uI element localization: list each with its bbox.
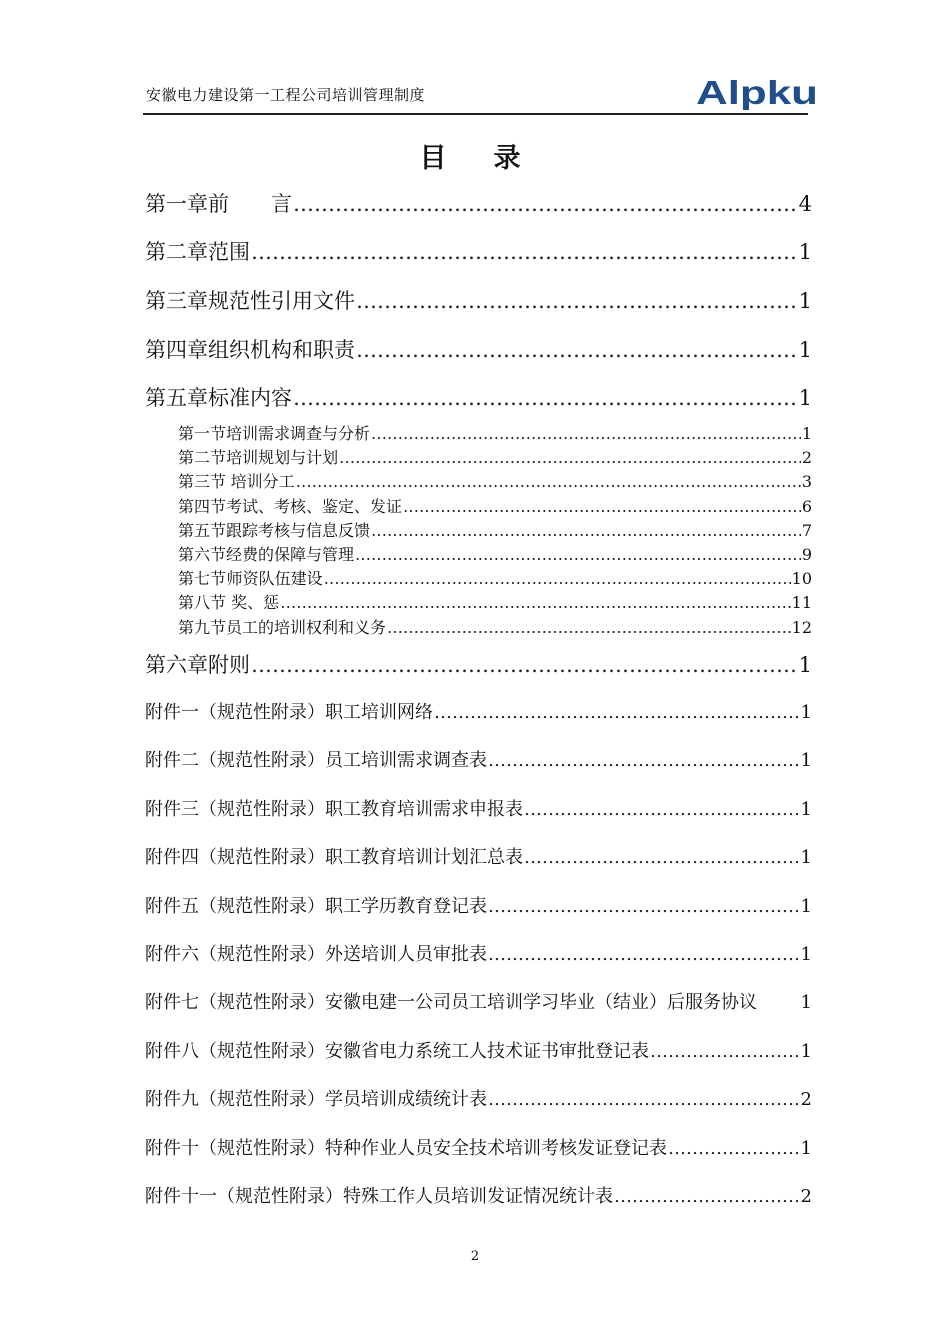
- toc-section-row[interactable]: [178, 469, 812, 492]
- toc-appendix-row[interactable]: [145, 988, 812, 1014]
- toc-entry-page: 1: [798, 289, 812, 313]
- dot-leader: [488, 896, 798, 917]
- toc-entry-title: 附件七（规范性附录）安徽电建一公司员工培训学习毕业（结业）后服务协议: [145, 992, 757, 1013]
- toc-entry-title: 范围: [208, 240, 250, 264]
- dot-leader: [434, 702, 798, 723]
- dot-leader: [488, 1089, 798, 1110]
- header-divider: [143, 113, 808, 115]
- toc-chapter-row[interactable]: [145, 285, 812, 315]
- toc-appendix-row[interactable]: [145, 1085, 812, 1111]
- dot-leader: [371, 521, 801, 540]
- toc-entry-title: 经费的保障与管理: [226, 545, 355, 564]
- toc-entry-page: 1: [801, 424, 812, 443]
- toc-entry-number: 第一章: [145, 192, 208, 216]
- toc-chapter-row[interactable]: [145, 236, 812, 266]
- toc-appendix-row[interactable]: [145, 843, 812, 869]
- dot-leader: [387, 618, 791, 637]
- toc-entry-title: 附则: [208, 653, 250, 677]
- toc-entry-title: 附件十一（规范性附录）特殊工作人员培训发证情况统计表: [145, 1186, 613, 1207]
- toc-appendix-row[interactable]: [145, 940, 812, 966]
- toc-entry-number: 第九节: [178, 618, 227, 637]
- dot-leader: [280, 593, 790, 612]
- dot-leader: [356, 338, 798, 362]
- toc-entry-title: 培训需求调查与分析: [226, 424, 371, 443]
- dot-leader: [296, 472, 801, 491]
- toc-entry-title: 考试、考核、鉴定、发证: [226, 497, 403, 516]
- dot-leader: [403, 497, 801, 516]
- toc-section-row[interactable]: [178, 421, 812, 444]
- toc-section-row[interactable]: [178, 590, 812, 613]
- toc-entry-number: 第一节: [178, 424, 227, 443]
- toc-section-row[interactable]: [178, 566, 812, 589]
- toc-section-row[interactable]: [178, 615, 812, 638]
- toc-entry-number: 第五章: [145, 386, 208, 410]
- toc-entry-number: 第四节: [178, 497, 227, 516]
- toc-appendix-row[interactable]: [145, 1037, 812, 1063]
- toc-appendix-row[interactable]: [145, 1134, 812, 1160]
- toc-appendix-row[interactable]: [145, 698, 812, 724]
- dot-leader: [251, 240, 798, 264]
- header-title: 安徽电力建设第一工程公司培训管理制度: [146, 86, 426, 104]
- toc-entry-page: 1: [800, 750, 812, 771]
- toc-entry-number: 第二章: [145, 240, 208, 264]
- dot-leader: [371, 424, 801, 443]
- toc-entry-page: 1: [800, 1138, 812, 1159]
- dot-leader: [524, 799, 798, 820]
- dot-leader: [339, 448, 801, 467]
- toc-entry-page: 9: [801, 545, 812, 564]
- toc-entry-number: 第三节: [178, 472, 227, 491]
- toc-entry-number: 第六节: [178, 545, 227, 564]
- toc-entry-title: 规范性引用文件: [208, 289, 355, 313]
- page-number: 2: [470, 1249, 480, 1264]
- toc-chapter-row[interactable]: [145, 649, 812, 679]
- toc-entry-title: 附件八（规范性附录）安徽省电力系统工人技术证书审批登记表: [145, 1041, 649, 1062]
- toc-entry-page: 3: [801, 472, 812, 491]
- toc-entry-page: 4: [798, 192, 812, 216]
- toc-entry-page: 7: [801, 521, 812, 540]
- toc-entry-title: 培训规划与计划: [226, 448, 339, 467]
- toc-entry-title: 组织机构和职责: [208, 338, 355, 362]
- toc-entry-page: 12: [791, 618, 812, 637]
- dot-leader: [488, 750, 798, 771]
- toc-entry-page: 1: [800, 896, 812, 917]
- toc-entry-title: 附件一（规范性附录）职工培训网络: [145, 702, 433, 723]
- dot-leader: [293, 192, 798, 216]
- dot-leader: [524, 847, 798, 868]
- logo-text: Alpku: [696, 74, 818, 110]
- toc-entry-page: 1: [798, 653, 812, 677]
- toc-entry-page: 11: [791, 593, 812, 612]
- toc-entry-title: 附件四（规范性附录）职工教育培训计划汇总表: [145, 847, 523, 868]
- toc-entry-number: 第六章: [145, 653, 208, 677]
- toc-appendix-row[interactable]: [145, 892, 812, 918]
- toc-chapter-row[interactable]: [145, 382, 812, 412]
- toc-entry-page: 1: [800, 702, 812, 723]
- toc-entry-page: 1: [800, 799, 812, 820]
- toc-entry-page: 1: [800, 1041, 812, 1062]
- dot-leader: [488, 944, 798, 965]
- toc-entry-title: 前 言: [208, 192, 292, 216]
- toc-entry-title: 附件二（规范性附录）员工培训需求调查表: [145, 750, 487, 771]
- toc-appendix-row[interactable]: [145, 746, 812, 772]
- dot-leader: [324, 569, 791, 588]
- toc-entry-page: 10: [791, 569, 812, 588]
- toc-entry-page: 1: [798, 338, 812, 362]
- toc-entry-title: 员工的培训权利和义务: [226, 618, 387, 637]
- toc-entry-number: 第三章: [145, 289, 208, 313]
- toc-entry-page: 1: [798, 386, 812, 410]
- toc-chapter-row[interactable]: [145, 334, 812, 364]
- dot-leader: [355, 545, 801, 564]
- toc-appendix-row[interactable]: [145, 795, 812, 821]
- toc-entry-title: 培训分工: [230, 472, 295, 491]
- toc-entry-page: 1: [800, 992, 812, 1013]
- dot-leader: [293, 386, 798, 410]
- toc-entry-page: 2: [800, 1089, 812, 1110]
- dot-leader: [251, 653, 798, 677]
- toc-section-row[interactable]: [178, 445, 812, 468]
- toc-section-row[interactable]: [178, 518, 812, 541]
- toc-entry-title: 附件三（规范性附录）职工教育培训需求申报表: [145, 799, 523, 820]
- toc-entry-page: 1: [800, 944, 812, 965]
- toc-entry-number: 第七节: [178, 569, 227, 588]
- toc-entry-title: 附件九（规范性附录）学员培训成绩统计表: [145, 1089, 487, 1110]
- toc-entry-page: 2: [800, 1186, 812, 1207]
- toc-chapter-row[interactable]: [145, 188, 812, 218]
- toc-entry-title: 附件五（规范性附录）职工学历教育登记表: [145, 896, 487, 917]
- toc-title: 目 录: [419, 143, 531, 174]
- toc-entry-title: 跟踪考核与信息反馈: [226, 521, 371, 540]
- toc-entry-number: 第四章: [145, 338, 208, 362]
- dot-leader: [614, 1186, 798, 1207]
- toc-entry-number: 第五节: [178, 521, 227, 540]
- dot-leader: [650, 1041, 798, 1062]
- toc-entry-page: 6: [801, 497, 812, 516]
- toc-entry-title: 奖、惩: [231, 593, 280, 612]
- toc-section-row[interactable]: [178, 542, 812, 565]
- toc-entry-title: 标准内容: [208, 386, 292, 410]
- toc-appendix-row[interactable]: [145, 1182, 812, 1208]
- dot-leader: [356, 289, 798, 313]
- toc-entry-title: 师资队伍建设: [226, 569, 323, 588]
- dot-leader: [668, 1138, 798, 1159]
- company-logo: [696, 74, 820, 110]
- toc-section-row[interactable]: [178, 494, 812, 517]
- toc-entry-title: 附件十（规范性附录）特种作业人员安全技术培训考核发证登记表: [145, 1138, 667, 1159]
- toc-entry-number: 第二节: [178, 448, 227, 467]
- toc-entry-title: 附件六（规范性附录）外送培训人员审批表: [145, 944, 487, 965]
- toc-entry-page: 1: [800, 847, 812, 868]
- toc-entry-page: 2: [801, 448, 812, 467]
- toc-entry-page: 1: [798, 240, 812, 264]
- toc-entry-number: 第八节: [178, 593, 227, 612]
